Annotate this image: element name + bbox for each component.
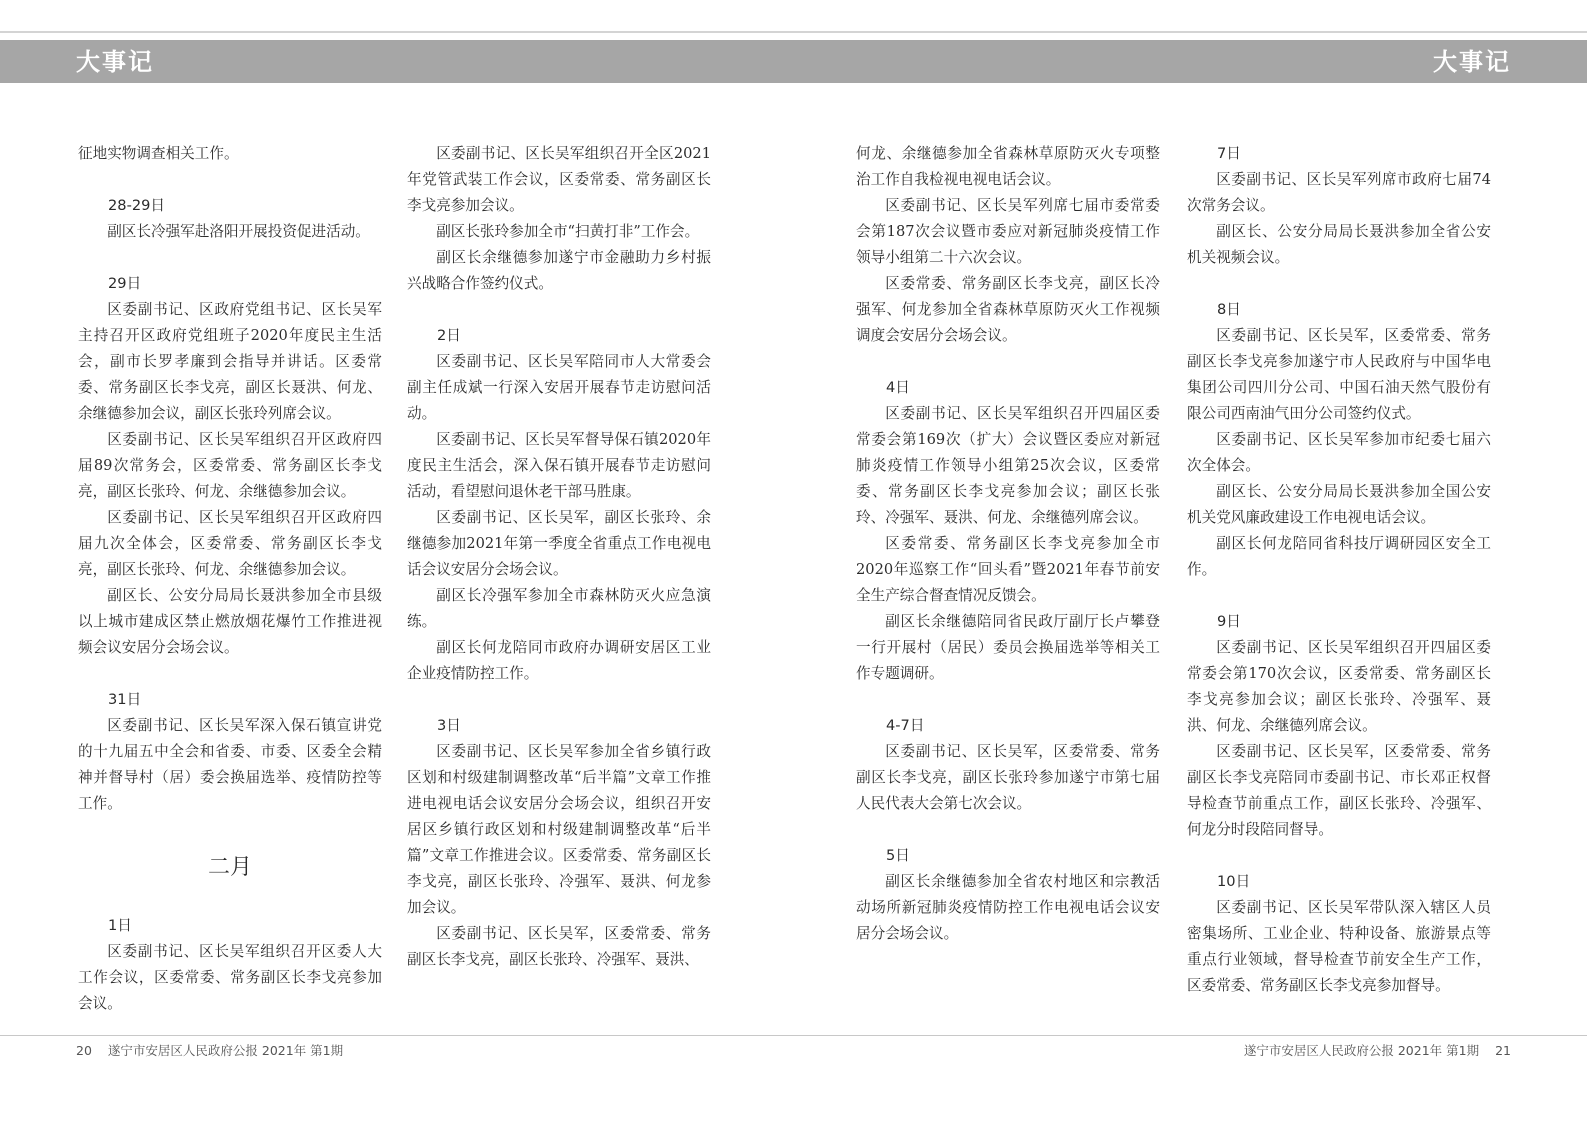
paragraph: 副区长冷强军参加全市森林防灭火应急演练。 bbox=[407, 587, 711, 630]
date-heading: 4日 bbox=[886, 379, 910, 396]
paragraph: 何龙、余继德参加全省森林草原防灭火专项整治工作自我检视电视电话会议。 bbox=[856, 145, 1160, 188]
date-heading: 28-29日 bbox=[108, 197, 165, 214]
paragraph: 区委副书记、区长吴军列席市政府七届74次常务会议。 bbox=[1187, 171, 1491, 214]
paragraph: 副区长何龙陪同省科技厅调研园区安全工作。 bbox=[1187, 535, 1491, 578]
paragraph: 区委副书记、区长吴军，区委常委、常务副区长李戈亮参加遂宁市人民政府与中国华电集团公司四川分公司、中国石油天然气股份有限公司西南油气田分公司签约仪式。 bbox=[1187, 327, 1491, 422]
bottom-rule bbox=[0, 1035, 1587, 1036]
paragraph: 副区长余继德陪同省民政厅副厅长卢攀登一行开展村（居民）委员会换届选举等相关工作专题调研。 bbox=[856, 613, 1160, 682]
paragraph: 副区长何龙陪同市政府办调研安居区工业企业疫情防控工作。 bbox=[407, 639, 711, 682]
right-footer bbox=[1244, 1042, 1511, 1060]
left-page-number: 20 bbox=[76, 1043, 92, 1058]
date-heading: 1日 bbox=[108, 917, 132, 934]
paragraph: 区委副书记、区长吴军深入保石镇宣讲党的十九届五中全会和省委、市委、区委全会精神并督导村（居）委会换届选举、疫情防控等工作。 bbox=[78, 717, 382, 812]
left-publication-info: 遂宁市安居区人民政府公报 2021年 第1期 bbox=[107, 1043, 344, 1058]
paragraph: 副区长、公安分局局长聂洪参加全市县级以上城市建成区禁止燃放烟花爆竹工作推进视频会议安居分会场会议。 bbox=[78, 587, 382, 656]
paragraph: 区委副书记、区长吴军，区委常委、常务副区长李戈亮，副区长张玲参加遂宁市第七届人民代表大会第七次会议。 bbox=[856, 743, 1160, 812]
date-heading: 5日 bbox=[886, 847, 910, 864]
left-section-title: 大事记 bbox=[76, 48, 154, 76]
column-2 bbox=[407, 141, 711, 973]
date-heading: 29日 bbox=[108, 275, 142, 292]
date-heading: 3日 bbox=[437, 717, 461, 734]
paragraph: 副区长冷强军赴洛阳开展投资促进活动。 bbox=[107, 223, 370, 240]
paragraph: 区委副书记、区长吴军组织召开区委人大工作会议，区委常委、常务副区长李戈亮参加会议。 bbox=[78, 943, 382, 1012]
date-heading: 2日 bbox=[437, 327, 461, 344]
paragraph: 副区长余继德参加遂宁市金融助力乡村振兴战略合作签约仪式。 bbox=[407, 249, 711, 292]
paragraph: 区委副书记、区长吴军陪同市人大常委会副主任成斌一行深入安居开展春节走访慰问活动。 bbox=[407, 353, 711, 422]
paragraph: 副区长余继德参加全省农村地区和宗教活动场所新冠肺炎疫情防控工作电视电话会议安居分会场会议。 bbox=[856, 873, 1160, 942]
paragraph: 区委常委、常务副区长李戈亮参加全市2020年巡察工作“回头看”暨2021年春节前安全生产综合督查情况反馈会。 bbox=[856, 535, 1160, 604]
date-heading: 10日 bbox=[1217, 873, 1251, 890]
paragraph: 副区长、公安分局局长聂洪参加全省公安机关视频会议。 bbox=[1187, 223, 1491, 266]
paragraph: 副区长、公安分局局长聂洪参加全国公安机关党风廉政建设工作电视电话会议。 bbox=[1187, 483, 1491, 526]
paragraph: 区委常委、常务副区长李戈亮，副区长冷强军、何龙参加全省森林草原防灭火工作视频调度会安居分会场会议。 bbox=[856, 275, 1160, 344]
date-heading: 8日 bbox=[1217, 301, 1241, 318]
paragraph: 区委副书记、区长吴军参加市纪委七届六次全体会。 bbox=[1187, 431, 1491, 474]
paragraph: 区委副书记、区政府党组书记、区长吴军主持召开区政府党组班子2020年度民主生活会，副市长罗孝廉到会指导并讲话。区委常委、常务副区长李戈亮，副区长聂洪、何龙、余继德参加会议，副区长张玲列席会议。 bbox=[78, 301, 382, 422]
paragraph: 区委副书记、区长吴军，区委常委、常务副区长李戈亮，副区长张玲、冷强军、聂洪、 bbox=[407, 925, 711, 968]
paragraph: 区委副书记、区长吴军组织召开区政府四届九次全体会，区委常委、常务副区长李戈亮，副区长张玲、何龙、余继德参加会议。 bbox=[78, 509, 382, 578]
column-4 bbox=[1187, 141, 1491, 999]
paragraph: 区委副书记、区长吴军，区委常委、常务副区长李戈亮陪同市委副书记、市长邓正权督导检查节前重点工作，副区长张玲、冷强军、何龙分时段陪同督导。 bbox=[1187, 743, 1491, 838]
paragraph: 副区长张玲参加全市“扫黄打非”工作会。 bbox=[436, 223, 700, 240]
month-heading: 二月 bbox=[207, 855, 252, 880]
paragraph: 区委副书记、区长吴军组织召开全区2021年党管武装工作会议，区委常委、常务副区长李戈亮参加会议。 bbox=[407, 145, 711, 214]
date-heading: 9日 bbox=[1217, 613, 1241, 630]
paragraph: 区委副书记、区长吴军组织召开四届区委常委会第169次（扩大）会议暨区委应对新冠肺炎疫情工作领导小组第25次会议，区委常委、常务副区长李戈亮参加会议；副区长张玲、冷强军、聂洪、何龙、余继德列席会议。 bbox=[856, 405, 1160, 526]
right-publication-info: 遂宁市安居区人民政府公报 2021年 第1期 bbox=[1243, 1043, 1480, 1058]
header-band bbox=[0, 40, 1587, 83]
date-heading: 7日 bbox=[1217, 145, 1241, 162]
right-page-number: 21 bbox=[1495, 1043, 1511, 1058]
left-footer bbox=[76, 1042, 343, 1060]
paragraph: 区委副书记、区长吴军组织召开区政府四届89次常务会，区委常委、常务副区长李戈亮，副区长张玲、何龙、余继德参加会议。 bbox=[78, 431, 382, 500]
right-section-title: 大事记 bbox=[1433, 48, 1511, 76]
column-1 bbox=[78, 141, 382, 1017]
paragraph: 征地实物调查相关工作。 bbox=[78, 145, 239, 162]
paragraph: 区委副书记、区长吴军参加全省乡镇行政区划和村级建制调整改革“后半篇”文章工作推进电视电话会议安居分会场会议，组织召开安居区乡镇行政区划和村级建制调整改革“后半篇”文章工作推进会议。区委常委、常务副区长李戈亮，副区长张玲、冷强军、聂洪、何龙参加会议。 bbox=[407, 743, 711, 916]
paragraph: 区委副书记、区长吴军列席七届市委常委会第187次会议暨市委应对新冠肺炎疫情工作领导小组第二十六次会议。 bbox=[856, 197, 1160, 266]
date-heading: 4-7日 bbox=[886, 717, 925, 734]
paragraph: 区委副书记、区长吴军督导保石镇2020年度民主生活会，深入保石镇开展春节走访慰问活动，看望慰问退休老干部马胜康。 bbox=[407, 431, 711, 500]
paragraph: 区委副书记、区长吴军组织召开四届区委常委会第170次会议，区委常委、常务副区长李戈亮参加会议；副区长张玲、冷强军、聂洪、何龙、余继德列席会议。 bbox=[1187, 639, 1491, 734]
top-rule bbox=[0, 31, 1587, 33]
date-heading: 31日 bbox=[108, 691, 142, 708]
column-3 bbox=[856, 141, 1160, 947]
paragraph: 区委副书记、区长吴军，副区长张玲、余继德参加2021年第一季度全省重点工作电视电话会议安居分会场会议。 bbox=[407, 509, 711, 578]
paragraph: 区委副书记、区长吴军带队深入辖区人员密集场所、工业企业、特种设备、旅游景点等重点行业领域，督导检查节前安全生产工作，区委常委、常务副区长李戈亮参加督导。 bbox=[1187, 899, 1491, 994]
